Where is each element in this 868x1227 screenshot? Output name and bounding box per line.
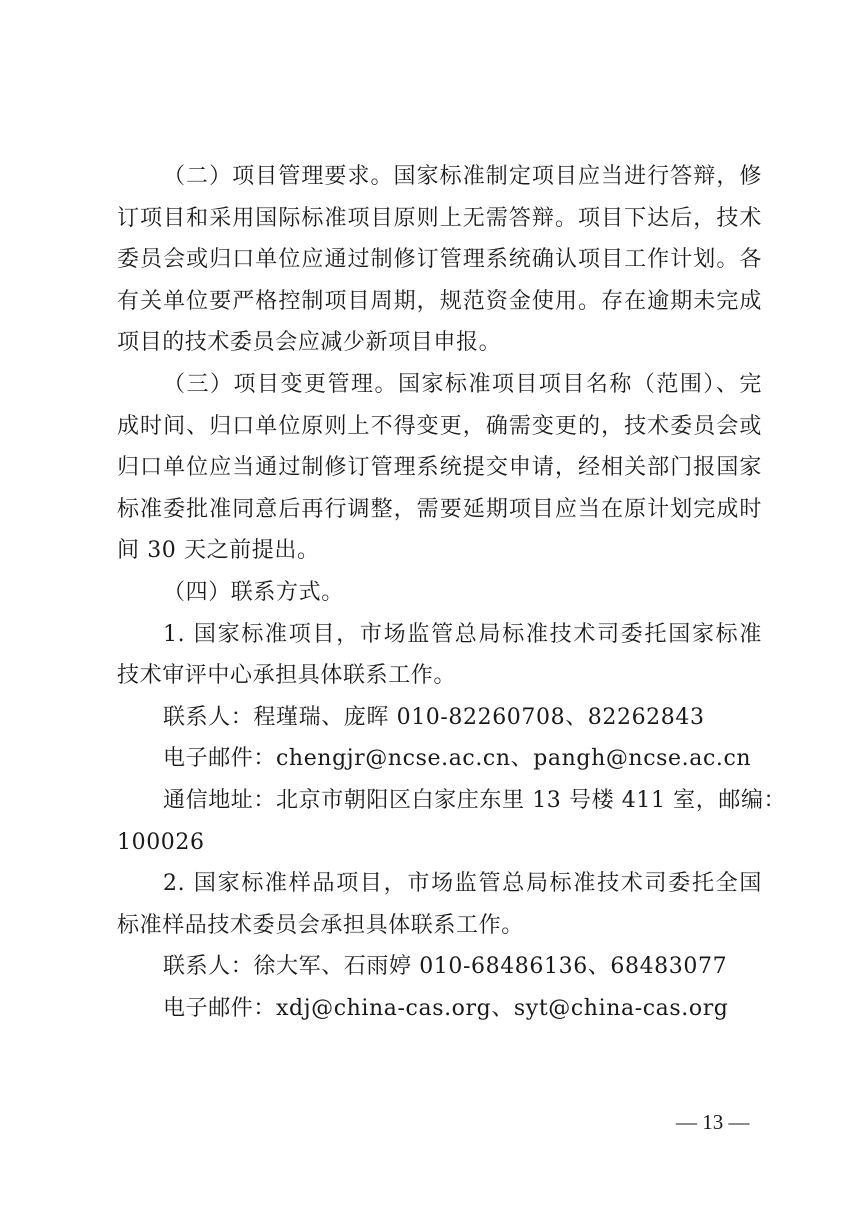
contact-address: 通信地址：北京市朝阳区白家庄东里 13 号楼 411 室，邮编：: [163, 787, 787, 813]
contact-item-national-standard-project: [117, 614, 787, 864]
paragraph-line: 2. 国家标准样品项目，市场监管总局标准技术司委托全国: [163, 871, 762, 897]
section-heading: （四）联系方式。: [163, 579, 344, 605]
paragraph-line: 委员会或归口单位应通过制修订管理系统确认项目工作计划。各: [117, 247, 762, 273]
paragraph-line: 订项目和采用国际标准项目原则上无需答辩。项目下达后，技术: [117, 205, 762, 231]
contact-person: 联系人：程瑾瑞、庞晖 010-82260708、82262843: [163, 704, 705, 730]
document-page: [117, 156, 787, 1029]
section-contact-information: [117, 572, 787, 1030]
paragraph-line: 项目的技术委员会应减少新项目申报。: [117, 330, 502, 356]
paragraph-line: 有关单位要严格控制项目周期，规范资金使用。存在逾期未完成: [117, 288, 762, 314]
paragraph-line: （二）项目管理要求。国家标准制定项目应当进行答辩，修: [163, 164, 762, 189]
paragraph-line: 技术审评中心承担具体联系工作。: [117, 663, 457, 689]
paragraph-line: 标准样品技术委员会承担具体联系工作。: [117, 912, 524, 938]
paragraph-line: 间 30 天之前提出。: [117, 538, 320, 564]
paragraph-line: 标准委批准同意后再行调整，需要延期项目应当在原计划完成时: [117, 496, 762, 522]
paragraph-line: 归口单位应当通过制修订管理系统提交申请，经相关部门报国家: [117, 455, 762, 481]
section-project-management-requirements: [117, 156, 762, 364]
paragraph-line: （三）项目变更管理。国家标准项目项目名称（范围）、完: [163, 371, 762, 397]
page-number: — 13 —: [676, 1110, 750, 1134]
contact-item-national-standard-sample-project: [117, 863, 762, 1029]
paragraph-line: 成时间、归口单位原则上不得变更，确需变更的，技术委员会或: [117, 413, 762, 439]
paragraph-line: 1. 国家标准项目，市场监管总局标准技术司委托国家标准: [163, 621, 762, 647]
contact-email: 电子邮件：xdj@china-cas.org、syt@china-cas.org: [163, 995, 729, 1021]
contact-person: 联系人：徐大军、石雨婷 010-68486136、68483077: [163, 954, 728, 980]
contact-postcode: 100026: [117, 829, 205, 855]
contact-email: 电子邮件：chengjr@ncse.ac.cn、pangh@ncse.ac.cn: [163, 746, 752, 772]
section-project-change-management: [117, 364, 762, 572]
